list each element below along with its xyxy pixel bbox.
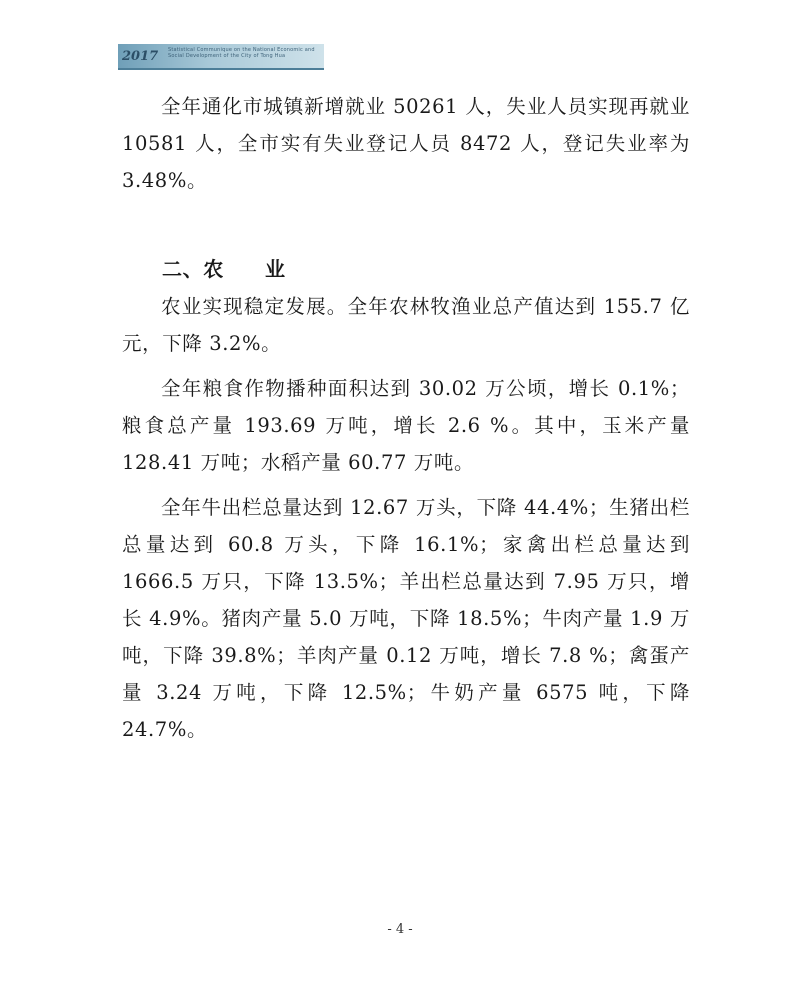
banner-underline <box>118 68 324 70</box>
banner-text: Statistical Communique on the National Economic and Social Development of the City of Tong Hua <box>168 47 315 59</box>
agriculture-output-paragraph: 农业实现稳定发展。全年农林牧渔业总产值达到 155.7 亿元，下降 3.2%。 <box>122 295 690 355</box>
section-heading-agriculture: 二、农 业 <box>162 257 286 281</box>
livestock-paragraph: 全年牛出栏总量达到 12.67 万头，下降 44.4%；生猪出栏总量达到 60.8 万头，下降 16.1%；家禽出栏总量达到 1666.5 万只，下降 13.5%；羊出栏总量达到 7.95 万只，增长 4.9%。猪肉产量 5.0 万吨，下降 18.5%；牛肉产量 1.9 万吨，下降 39.8%；羊肉产量 0.12 万吨，增长 7.8 %；禽蛋产量 3.24 万吨，下降 12.5%；牛奶产量 6575 吨，下降 24.7%。 <box>122 496 690 741</box>
header-banner <box>118 44 324 70</box>
employment-paragraph: 全年通化市城镇新增就业 50261 人，失业人员实现再就业 10581 人，全市实有失业登记人员 8472 人，登记失业率为 3.48%。 <box>122 95 690 192</box>
banner-year: 2017 <box>122 49 159 64</box>
document-body <box>122 88 690 756</box>
grain-production-paragraph: 全年粮食作物播种面积达到 30.02 万公顷，增长 0.1%；粮食总产量 193.69 万吨，增长 2.6 %。其中，玉米产量 128.41 万吨；水稻产量 60.77 万吨。 <box>122 377 690 474</box>
page-number: - 4 - <box>387 922 413 937</box>
